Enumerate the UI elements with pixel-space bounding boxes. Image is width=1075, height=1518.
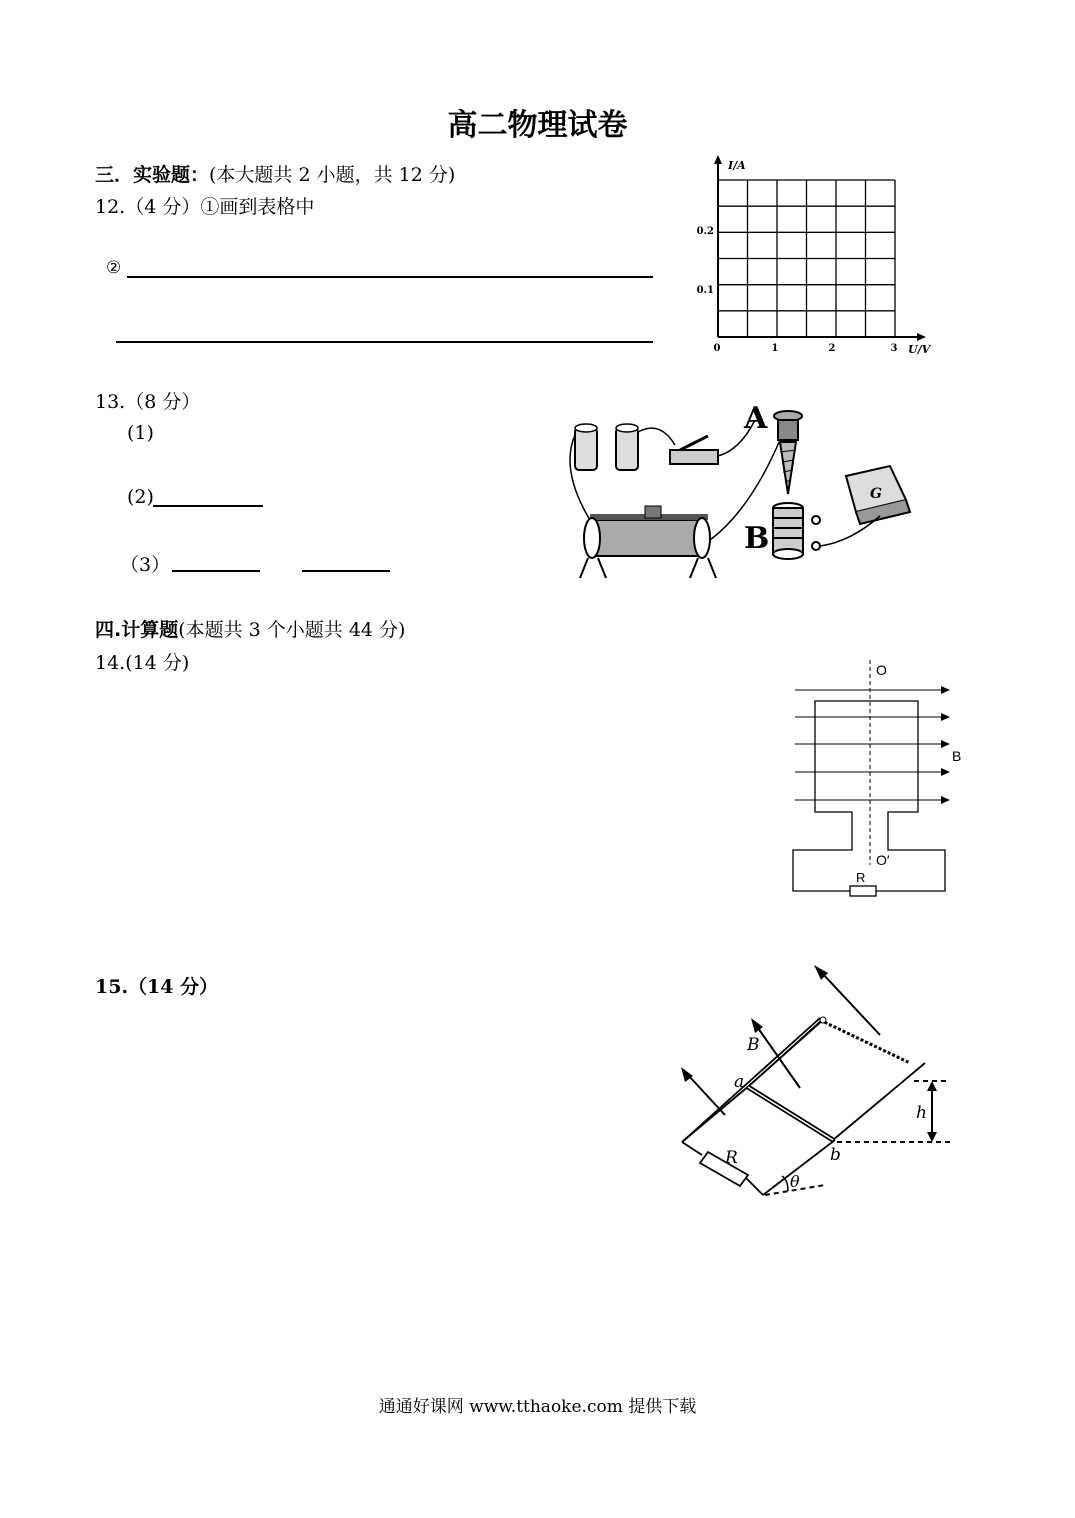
fig14-label-r: R (856, 870, 866, 885)
section3-note: (本大题共 2 小题，共 12 分) (209, 164, 456, 186)
coil-a (778, 420, 798, 440)
fig15-label-b: B (747, 1035, 760, 1055)
graph-x-arrow (917, 333, 926, 341)
graph-x-label: U/V (908, 343, 931, 356)
q12-answer-line-2[interactable] (116, 341, 653, 343)
fig15-label-a: a (734, 1072, 745, 1092)
iu-graph (690, 155, 940, 365)
resistor-r (850, 886, 876, 896)
rail-top-dotted (820, 1020, 910, 1063)
galvanometer-label: G (870, 486, 882, 502)
rotating-coil-figure (790, 655, 970, 900)
q13-item3: （3） (120, 554, 171, 576)
battery-1 (575, 428, 597, 470)
section3-label: 三．实验题： (95, 164, 210, 186)
apparatus-label-a: A (744, 401, 768, 436)
rail-b-upper (833, 1063, 925, 1140)
q12-answer-line-1[interactable] (127, 276, 653, 278)
graph-x-tick-2: 2 (828, 343, 836, 354)
fig15-label-r: R (725, 1148, 738, 1168)
rail-a-upper (750, 1020, 823, 1085)
q15-header: 15.（14 分） (95, 976, 219, 998)
graph-y-tick-0.2: 0.2 (696, 226, 714, 237)
graph-y-tick-0.1: 0.1 (696, 285, 714, 296)
section4-heading (95, 615, 405, 642)
fig15-label-b-lower: b (830, 1145, 841, 1165)
field-arrows (681, 965, 880, 1115)
section4-note: (本题共 3 个小题共 44 分) (178, 619, 406, 641)
q13-item2: (2) (127, 486, 154, 508)
fig14-label-o: O (876, 662, 887, 678)
section4-label: 四.计算题 (95, 619, 179, 641)
resistor-r (700, 1152, 748, 1186)
fig15-label-h: h (916, 1103, 927, 1123)
switch (670, 450, 718, 464)
q13-answer-line-2[interactable] (153, 505, 263, 507)
graph-x-tick-0: 0 (713, 343, 721, 354)
q14-header: 14.(14 分) (95, 652, 190, 674)
fig14-label-b: B (952, 748, 962, 764)
page-title: 高二物理试卷 (447, 108, 628, 143)
q12-item2-marker: ② (106, 258, 122, 278)
inclined-rails-figure (670, 960, 960, 1205)
q13-item1: (1) (127, 422, 154, 444)
page-footer: 通通好课网 www.tthaoke.com 提供下载 (378, 1397, 697, 1417)
apparatus-label-b: B (744, 521, 770, 556)
graph-x-tick-3: 3 (890, 343, 898, 354)
q12-header: 12.（4 分）①画到表格中 (95, 196, 315, 218)
fig15-label-theta: θ (790, 1172, 800, 1191)
graph-grid (718, 180, 895, 337)
fig14-label-o-prime: O′ (876, 852, 890, 868)
graph-x-tick-1: 1 (771, 343, 779, 354)
q13-header: 13.（8 分） (95, 391, 201, 413)
q13-answer-line-3b[interactable] (302, 570, 390, 572)
battery-2 (616, 428, 638, 470)
section3-heading (95, 160, 455, 187)
coil-loop (793, 701, 945, 891)
coil-b (773, 508, 803, 554)
q13-answer-line-3a[interactable] (172, 570, 260, 572)
graph-y-label: I/A (728, 159, 746, 172)
graph-y-arrow (714, 155, 722, 164)
rheostat (592, 520, 702, 556)
field-lines (795, 686, 950, 804)
induction-apparatus-figure (550, 390, 920, 590)
